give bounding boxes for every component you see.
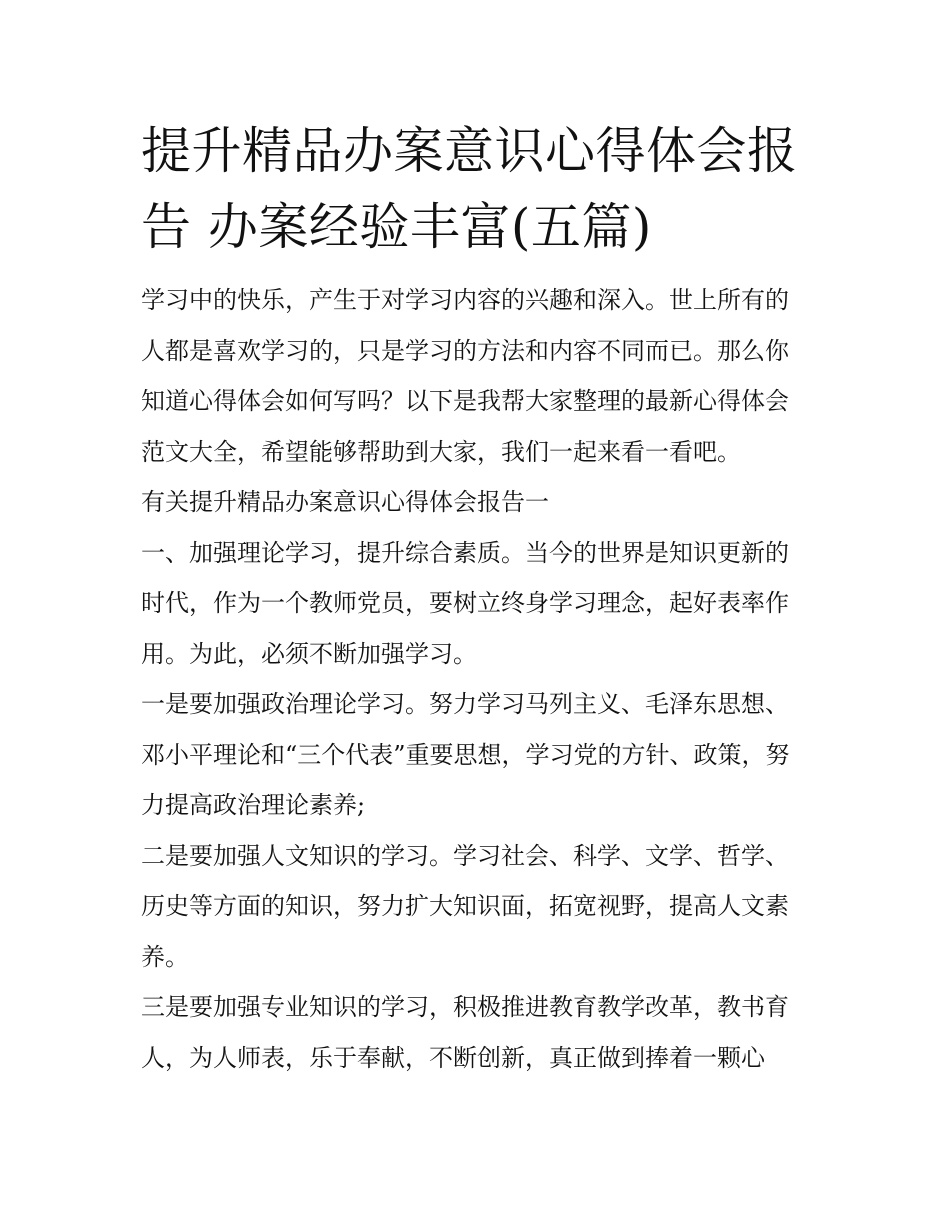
text-line: 力提高政治理论素养; bbox=[141, 791, 366, 819]
text-line: 用。为此，必须不断加强学习。 bbox=[141, 639, 477, 668]
text-line: 一是要加强政治理论学习。努力学习马列主义、毛泽东思想、 bbox=[141, 690, 789, 718]
text-line: 知道心得体会如何写吗？以下是我帮大家整理的最新心得体会 bbox=[141, 387, 789, 415]
text-line: 历史等方面的知识，努力扩大知识面，拓宽视野，提高人文素 bbox=[141, 892, 789, 920]
paragraph bbox=[141, 679, 816, 831]
text-line: 一、加强理论学习，提升综合素质。当今的世界是知识更新的 bbox=[141, 538, 789, 567]
title-line: 提升精品办案意识心得体会报 bbox=[141, 122, 798, 180]
intro-paragraph bbox=[141, 275, 816, 477]
text-line: 范文大全，希望能够帮助到大家，我们一起来看一看吧。 bbox=[141, 437, 741, 466]
paragraph bbox=[141, 831, 816, 983]
text-line: 学习中的快乐，产生于对学习内容的兴趣和深入。世上所有的 bbox=[141, 286, 789, 314]
paragraph bbox=[141, 982, 816, 1083]
text-line: 养。 bbox=[141, 942, 189, 971]
paragraph bbox=[141, 528, 816, 680]
text-line: 人都是喜欢学习的，只是学习的方法和内容不同而已。那么你 bbox=[141, 336, 789, 365]
title-line: 告 办案经验丰富(五篇) bbox=[141, 198, 652, 256]
document-page bbox=[141, 113, 816, 1083]
text-line: 有关提升精品办案意识心得体会报告一 bbox=[141, 488, 549, 516]
section-heading bbox=[141, 477, 816, 528]
text-line: 三是要加强专业知识的学习，积极推进教育教学改革，教书育 bbox=[141, 993, 789, 1021]
text-line: 邓小平理论和“三个代表”重要思想，学习党的方针、政策，努 bbox=[141, 740, 790, 769]
text-line: 时代，作为一个教师党员，要树立终身学习理念，起好表率作 bbox=[141, 589, 789, 617]
text-line: 二是要加强人文知识的学习。学习社会、科学、文学、哲学、 bbox=[141, 841, 789, 870]
document-title bbox=[141, 113, 816, 265]
text-line: 人，为人师表，乐于奉献，不断创新，真正做到捧着一颗心 bbox=[141, 1043, 765, 1072]
document-body bbox=[141, 275, 816, 1083]
